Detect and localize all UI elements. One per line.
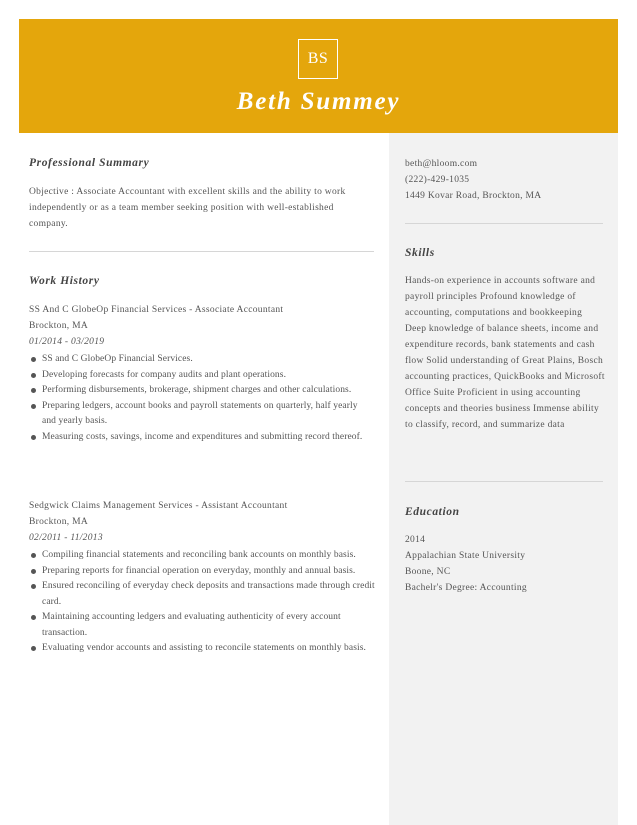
bullet-item: Evaluating vendor accounts and assisting to reconcile statements on monthly basis. <box>29 641 379 657</box>
skills-text: Hands-on experience in accounts software and payroll principles Profound knowledge of accounting, computations and bookkeeping Deep knowledge of balance sheets, income and expenditure records, bank statements and cash flow Solid understanding of Great Plains, Bosch accounting practices, QuickBooks and Microsoft Office Suite Proficient in using accounting concepts and theories business Immense ability to classify, record, and summarize data <box>405 276 605 430</box>
work-history-heading: Work History <box>29 275 100 287</box>
education-school: Appalachian State University <box>405 551 526 561</box>
contact-email: beth@hloom.com <box>405 159 478 169</box>
job-location: Brockton, MA <box>29 517 89 527</box>
bullet-item: Developing forecasts for company audits and plant operations. <box>29 368 374 384</box>
job-dates: 01/2014 - 03/2019 <box>29 337 105 347</box>
initials-monogram: BS <box>298 39 338 79</box>
bullet-item: Preparing ledgers, account books and payroll statements on quarterly, half yearly and yearly basis. <box>29 399 374 430</box>
skills-heading: Skills <box>405 247 435 259</box>
bullet-item: Preparing reports for financial operation on everyday, monthly and annual basis. <box>29 564 379 580</box>
candidate-name: Beth Summey <box>236 88 401 115</box>
summary-text: Objective : Associate Accountant with excellent skills and the ability to work independently or as a team member seeking position with well-established company. <box>29 187 346 229</box>
job-heading: SS And C GlobeOp Financial Services - Associate Accountant <box>29 305 284 315</box>
contact-phone: (222)-429-1035 <box>405 175 470 185</box>
bullet-item: Measuring costs, savings, income and expenditures and submitting record thereof. <box>29 430 374 446</box>
bullet-item: Maintaining accounting ledgers and evaluating authenticity of every account transaction. <box>29 610 379 641</box>
job-location: Brockton, MA <box>29 321 89 331</box>
job-bullets <box>29 352 374 445</box>
education-location: Boone, NC <box>405 567 451 577</box>
job-bullets <box>29 548 379 657</box>
contact-address: 1449 Kovar Road, Brockton, MA <box>405 191 542 201</box>
divider <box>405 223 603 224</box>
job-dates: 02/2011 - 11/2013 <box>29 533 103 543</box>
education-heading: Education <box>405 506 460 518</box>
sidebar-panel <box>389 133 618 825</box>
education-degree: Bachelr's Degree: Accounting <box>405 583 527 593</box>
bullet-item: Performing disbursements, brokerage, shipment charges and other calculations. <box>29 383 374 399</box>
education-year: 2014 <box>405 535 426 545</box>
summary-heading: Professional Summary <box>29 157 150 169</box>
bullet-item: SS and C GlobeOp Financial Services. <box>29 352 374 368</box>
bullet-item: Compiling financial statements and reconciling bank accounts on monthly basis. <box>29 548 379 564</box>
divider <box>29 251 374 252</box>
job-heading: Sedgwick Claims Management Services - Assistant Accountant <box>29 501 288 511</box>
divider <box>405 481 603 482</box>
bullet-item: Ensured reconciling of everyday check deposits and transactions made through credit card. <box>29 579 379 610</box>
